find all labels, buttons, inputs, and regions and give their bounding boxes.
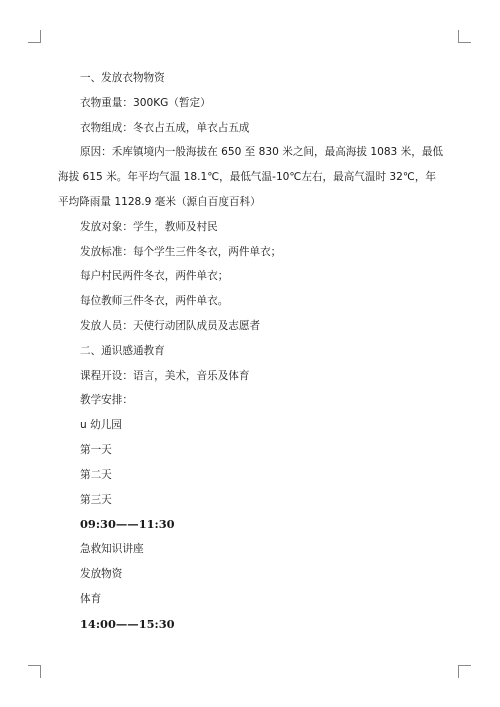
crop-mark-bottom-right — [458, 665, 471, 678]
document-body — [58, 66, 444, 636]
crop-mark-top-left — [28, 30, 41, 43]
course-offering: 课程开设：语言，美术，音乐及体育 — [80, 369, 250, 382]
distribution-standard: 发放标准：每个学生三件冬衣，两件单衣； — [80, 245, 282, 258]
time-slot-afternoon: 14:00——15:30 — [80, 616, 175, 631]
time-slot-morning: 09:30——11:30 — [80, 517, 175, 532]
standard-teachers: 每位教师三件冬衣，两件单衣。 — [80, 295, 229, 308]
section-heading-clothing: 一、发放衣物物资 — [80, 72, 165, 84]
day-one: 第一天 — [80, 443, 112, 456]
crop-mark-bottom-left — [28, 665, 41, 678]
kindergarten-item: u 幼儿园 — [80, 419, 122, 432]
distribution-staff: 发放人员：天使行动团队成员及志愿者 — [80, 319, 261, 332]
crop-mark-top-right — [458, 30, 471, 43]
standard-villagers: 每户村民两件冬衣，两件单衣； — [80, 270, 229, 283]
day-three: 第三天 — [80, 493, 112, 506]
first-aid-lecture: 急救知识讲座 — [80, 543, 144, 556]
section-heading-education: 二、通识感通教育 — [80, 344, 165, 357]
teaching-schedule: 教学安排： — [80, 394, 133, 407]
distribution-target: 发放对象：学生，教师及村民 — [80, 220, 218, 233]
clothing-composition: 衣物组成：冬衣占五成，单衣占五成 — [80, 121, 250, 134]
clothing-weight: 衣物重量：300KG（暂定） — [80, 96, 211, 109]
sports: 体育 — [80, 592, 102, 605]
distribute-supplies: 发放物资 — [80, 567, 123, 580]
day-two: 第二天 — [80, 468, 112, 481]
reason-paragraph: 原因：禾库镇境内一般海拔在 650 至 830 米之间，最高海拔 1083 米，最低海拔 615 米。年平均气温 18.1℃，最低气温-10℃左右，最高气温时 32℃，年平均降雨量 1128.9 毫米（源自百度百科） — [58, 146, 444, 208]
